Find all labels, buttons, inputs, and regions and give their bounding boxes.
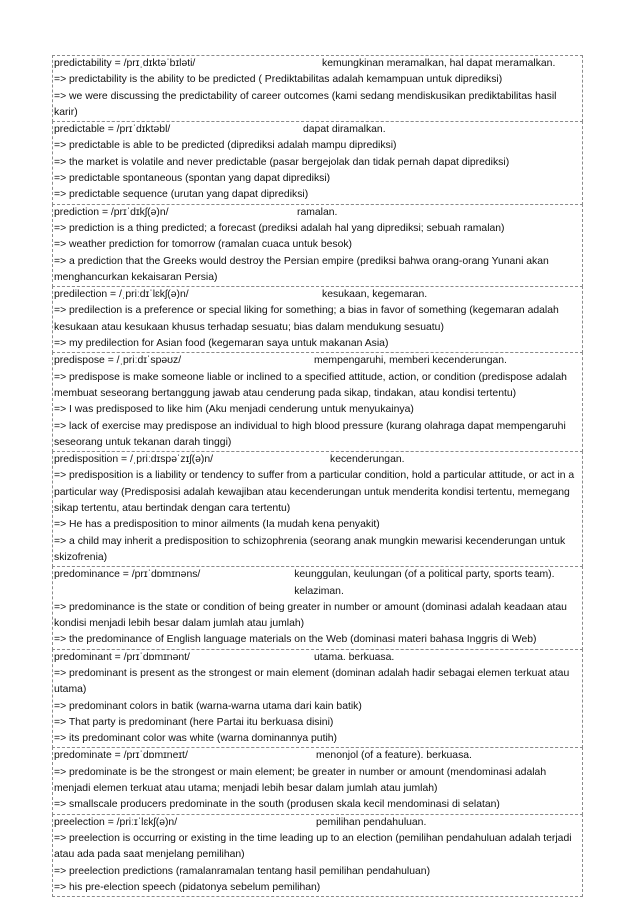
example-line: => weather prediction for tomorrow (ramalan cuaca untuk besok) <box>54 239 353 251</box>
example-line: => He has a predisposition to minor ailments (Ia mudah kena penyakit) <box>54 519 380 531</box>
entry-heading <box>54 56 581 72</box>
entry-term: predominance = /prɪˈdɒmɪnəns/ <box>54 569 201 581</box>
entry-term: predominate = /prɪˈdɒmɪneɪt/ <box>54 750 188 762</box>
example-line: => predisposition is a liability or tendency to suffer from a particular condition, hold a particular attitude, or act in a particular way (Predisposisi adalah kewajiban atau kecenderungan untuk menderita kondisi tertentu, memegang sikap tertentu, atau bertindak dengan cara tertentu) <box>54 470 575 515</box>
entry-term: predilection = /ˌpriːdɪˈlɛkʃ(ə)n/ <box>54 289 189 301</box>
entry-predisposition <box>52 451 583 567</box>
example-line: => a child may inherit a predisposition to schizophrenia (seorang anak mungkin mewarisi kecenderungan untuk skizofrenia) <box>54 535 566 563</box>
entry-meaning: keunggulan, keulungan (of a political party, sports team). kelaziman. <box>294 569 555 597</box>
entry-predominance <box>52 566 583 649</box>
example-line: => predominate is be the strongest or main element; be greater in number or amount (mendominasi adalah menjadi elemen terkuat atau utama; menjadi lebih besar dalam jumlah atau jumlah) <box>54 766 547 795</box>
entry-meaning: utama. berkuasa. <box>314 651 395 663</box>
example-line: => predictability is the ability to be predicted ( Prediktabilitas adalah kemampuan untuk diprediksi) <box>54 74 503 86</box>
entry-term: predisposition = /ˌpriːdɪspəˈzɪʃ(ə)n/ <box>54 454 213 466</box>
entry-meaning: menonjol (of a feature). berkuasa. <box>316 750 472 762</box>
example-line: => predominance is the state or condition of being greater in number or amount (dominasi adalah keadaan atau kondisi menjadi lebih besar dalam jumlah atau jumlah) <box>54 601 567 630</box>
document-body <box>52 56 583 897</box>
example-line: => predominant colors in batik (warna-warna utama dari kain batik) <box>54 700 362 712</box>
example-line: => its predominant color was white (warna dominannya putih) <box>54 733 338 745</box>
example-line: => predominant is present as the strongest or main element (dominan adalah hadir sebagai elemen terkuat atau utama) <box>54 667 570 696</box>
entry-predictable <box>52 121 583 204</box>
example-line: => smallscale producers predominate in the south (produsen skala kecil mendominasi di selatan) <box>54 799 500 811</box>
entry-predominant <box>52 649 583 749</box>
example-line: => the predominance of English language materials on the Web (dominasi materi bahasa Inggris di Web) <box>54 634 537 646</box>
entry-preelection <box>52 814 583 897</box>
example-line: => a prediction that the Greeks would destroy the Persian empire (prediksi bahwa orang-orang Yunani akan menghancurkan kekaisaran Persia) <box>54 255 549 283</box>
entry-heading <box>54 452 581 468</box>
entry-heading <box>54 650 581 666</box>
example-line: => predictable sequence (urutan yang dapat diprediksi) <box>54 189 309 201</box>
entry-meaning: kecenderungan. <box>330 454 405 466</box>
example-line: => predispose is make someone liable or inclined to a specified attitude, action, or condition (predispose adalah membuat seseorang bertanggung jawab atau cenderung pada sikap, tindakan, atau kondisi tertentu) <box>54 371 567 399</box>
entry-prediction <box>52 204 583 287</box>
entry-predispose <box>52 352 583 452</box>
entry-heading <box>54 353 581 369</box>
example-line: => his pre-election speech (pidatonya sebelum pemilihan) <box>54 881 321 893</box>
example-line: => predictable spontaneous (spontan yang dapat diprediksi) <box>54 173 331 185</box>
entry-meaning: ramalan. <box>297 206 338 218</box>
entry-meaning: mempengaruhi, memberi kecenderungan. <box>314 355 507 367</box>
example-line: => my predilection for Asian food (kegemaran saya untuk makanan Asia) <box>54 338 389 350</box>
example-line: => predictable is able to be predicted (diprediksi adalah mampu diprediksi) <box>54 140 397 152</box>
example-line: => preelection is occurring or existing in the time leading up to an election (pemilihan pendahuluan adalah terjadi atau ada pada saat menjelang pemilihan) <box>54 832 572 861</box>
entry-term: predominant = /prɪˈdɒmɪnənt/ <box>54 651 190 663</box>
entry-heading <box>54 748 581 764</box>
entry-term: predispose = /ˌpriːdɪˈspəʊz/ <box>54 355 182 367</box>
entry-predominate <box>52 747 583 814</box>
example-line: => lack of exercise may predispose an individual to high blood pressure (kurang olahraga dapat mempengaruhi seseorang untuk tekanan darah tinggi) <box>54 420 566 448</box>
entry-term: predictability = /prɪˌdɪktəˈbɪləti/ <box>54 58 196 69</box>
entry-heading <box>54 287 581 303</box>
example-line: => predilection is a preference or special liking for something; a bias in favor of something (kegemaran adalah kesukaan atau kesukaan khusus terhadap sesuatu; bias dalam mendukung sesuatu) <box>54 305 559 333</box>
entry-heading <box>54 122 581 138</box>
entry-meaning: dapat diramalkan. <box>303 124 386 136</box>
entry-term: prediction = /prɪˈdɪkʃ(ə)n/ <box>54 206 169 218</box>
example-line: => prediction is a thing predicted; a forecast (prediksi adalah hal yang diprediksi; sebuah ramalan) <box>54 222 505 234</box>
entry-meaning: pemilihan pendahuluan. <box>316 816 427 828</box>
entry-heading <box>54 567 581 600</box>
entry-heading <box>54 205 581 221</box>
entry-meaning: kemungkinan meramalkan, hal dapat meramalkan. <box>322 58 556 69</box>
example-line: => I was predisposed to like him (Aku menjadi cenderung untuk menyukainya) <box>54 404 414 416</box>
entry-meaning: kesukaan, kegemaran. <box>322 289 428 301</box>
entry-predilection <box>52 286 583 353</box>
entry-heading <box>54 815 581 831</box>
example-line: => preelection predictions (ramalanramalan tentang hasil pemilihan pendahuluan) <box>54 865 431 877</box>
entry-predictability <box>52 55 583 122</box>
entry-term: preelection = /priːɪˈlɛkʃ(ə)n/ <box>54 816 178 828</box>
example-line: => we were discussing the predictability of career outcomes (kami sedang mendiskusikan prediktabilitas hasil karir) <box>54 90 557 118</box>
example-line: => That party is predominant (here Partai itu berkuasa disini) <box>54 716 334 728</box>
example-line: => the market is volatile and never predictable (pasar bergejolak dan tidak pernah dapat diprediksi) <box>54 156 510 168</box>
entry-term: predictable = /prɪˈdɪktəbl/ <box>54 124 171 136</box>
